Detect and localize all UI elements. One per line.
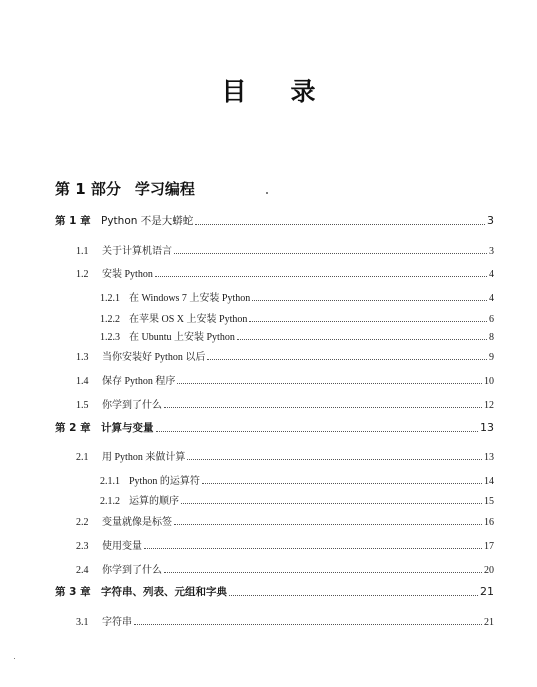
dot-leader xyxy=(181,503,482,504)
toc-number: 1.2 xyxy=(76,269,89,280)
page-title: 目录 xyxy=(221,77,360,106)
toc-section-row[interactable] xyxy=(76,265,494,280)
toc-page-number: 21 xyxy=(484,617,494,628)
dot-leader xyxy=(207,359,487,360)
toc-title: 使用变量 xyxy=(102,541,142,552)
toc-section-row[interactable] xyxy=(76,448,494,463)
toc-title: 用 Python 来做计算 xyxy=(102,452,186,463)
toc-number: 2.1.1 xyxy=(100,476,120,487)
dot-leader xyxy=(134,624,482,625)
toc-page-number: 13 xyxy=(480,421,494,434)
toc-title: 运算的顺序 xyxy=(129,496,179,507)
toc-chapter-row[interactable] xyxy=(55,420,494,435)
toc-title: 当你安装好 Python 以后 xyxy=(102,352,206,363)
toc-number: 1.2.3 xyxy=(100,332,120,343)
toc-number: 1.2.2 xyxy=(100,314,120,325)
toc-chapter-row[interactable] xyxy=(55,584,494,599)
scan-speck xyxy=(266,192,268,194)
toc-page-number: 12 xyxy=(484,400,494,411)
toc-section-row[interactable] xyxy=(76,396,494,411)
part-label: 第 1 部分 xyxy=(55,180,121,198)
toc-title: 计算与变量 xyxy=(101,422,154,434)
dot-leader xyxy=(252,300,487,301)
toc-number: 1.1 xyxy=(76,246,89,257)
toc-title: Python 的运算符 xyxy=(129,476,200,487)
toc-page-number: 17 xyxy=(484,541,494,552)
toc-section-row[interactable] xyxy=(76,242,494,257)
toc-number: 第 3 章 xyxy=(55,586,91,598)
dot-leader xyxy=(177,383,482,384)
toc-section-row[interactable] xyxy=(76,372,494,387)
part-title: 学习编程 xyxy=(134,180,195,198)
toc-title: 在 Ubuntu 上安装 Python xyxy=(129,332,235,343)
scan-speck xyxy=(14,658,15,659)
toc-section-row[interactable] xyxy=(76,348,494,363)
part-heading xyxy=(55,178,195,199)
toc-title: Python 不是大蟒蛇 xyxy=(101,215,194,227)
dot-leader xyxy=(144,548,482,549)
toc-title: 变量就像是标签 xyxy=(102,517,172,528)
toc-title: 在 Windows 7 上安装 Python xyxy=(129,293,251,304)
dot-leader xyxy=(164,572,482,573)
toc-title: 安装 Python xyxy=(102,269,153,280)
dot-leader xyxy=(164,407,482,408)
toc-page-number: 16 xyxy=(484,517,494,528)
toc-number: 第 2 章 xyxy=(55,422,91,434)
toc-section-row[interactable] xyxy=(76,537,494,552)
toc-number: 1.5 xyxy=(76,400,89,411)
toc-number: 2.1.2 xyxy=(100,496,120,507)
toc-page-number: 3 xyxy=(487,214,494,227)
toc-number: 1.3 xyxy=(76,352,89,363)
toc-page-number: 8 xyxy=(489,332,494,343)
toc-number: 1.4 xyxy=(76,376,89,387)
toc-title: 字符串、列表、元组和字典 xyxy=(101,586,227,598)
toc-chapter-row[interactable] xyxy=(55,213,494,228)
toc-title: 保存 Python 程序 xyxy=(102,376,176,387)
toc-page-number: 20 xyxy=(484,565,494,576)
dot-leader xyxy=(202,483,482,484)
dot-leader xyxy=(249,321,487,322)
toc-title: 你学到了什么 xyxy=(102,565,162,576)
toc-number: 2.3 xyxy=(76,541,89,552)
toc-page-number: 15 xyxy=(484,496,494,507)
toc-page-number: 13 xyxy=(484,452,494,463)
toc-page-number: 4 xyxy=(489,293,494,304)
toc-page-number: 10 xyxy=(484,376,494,387)
toc-subsection-row[interactable] xyxy=(100,310,494,325)
toc-number: 1.2.1 xyxy=(100,293,120,304)
toc-title: 关于计算机语言 xyxy=(102,246,172,257)
toc-number: 2.4 xyxy=(76,565,89,576)
dot-leader xyxy=(174,524,482,525)
toc-page-number: 6 xyxy=(489,314,494,325)
toc-section-row[interactable] xyxy=(76,613,494,628)
toc-page-number: 9 xyxy=(489,352,494,363)
toc-subsection-row[interactable] xyxy=(100,289,494,304)
toc-subsection-row[interactable] xyxy=(100,492,494,507)
dot-leader xyxy=(155,276,487,277)
toc-section-row[interactable] xyxy=(76,513,494,528)
toc-page-number: 14 xyxy=(484,476,494,487)
dot-leader xyxy=(156,431,479,432)
dot-leader xyxy=(187,459,482,460)
toc-page-number: 21 xyxy=(480,585,494,598)
toc-title: 在苹果 OS X 上安装 Python xyxy=(129,314,248,325)
dot-leader xyxy=(229,595,478,596)
toc-title: 字符串 xyxy=(102,617,132,628)
toc-page-number: 3 xyxy=(489,246,494,257)
toc-subsection-row[interactable] xyxy=(100,328,494,343)
toc-number: 第 1 章 xyxy=(55,215,91,227)
dot-leader xyxy=(195,224,485,225)
dot-leader xyxy=(237,339,487,340)
toc-page-number: 4 xyxy=(489,269,494,280)
toc-number: 2.2 xyxy=(76,517,89,528)
toc-number: 3.1 xyxy=(76,617,89,628)
dot-leader xyxy=(174,253,487,254)
toc-section-row[interactable] xyxy=(76,561,494,576)
toc-subsection-row[interactable] xyxy=(100,472,494,487)
toc-number: 2.1 xyxy=(76,452,89,463)
toc-title: 你学到了什么 xyxy=(102,400,162,411)
